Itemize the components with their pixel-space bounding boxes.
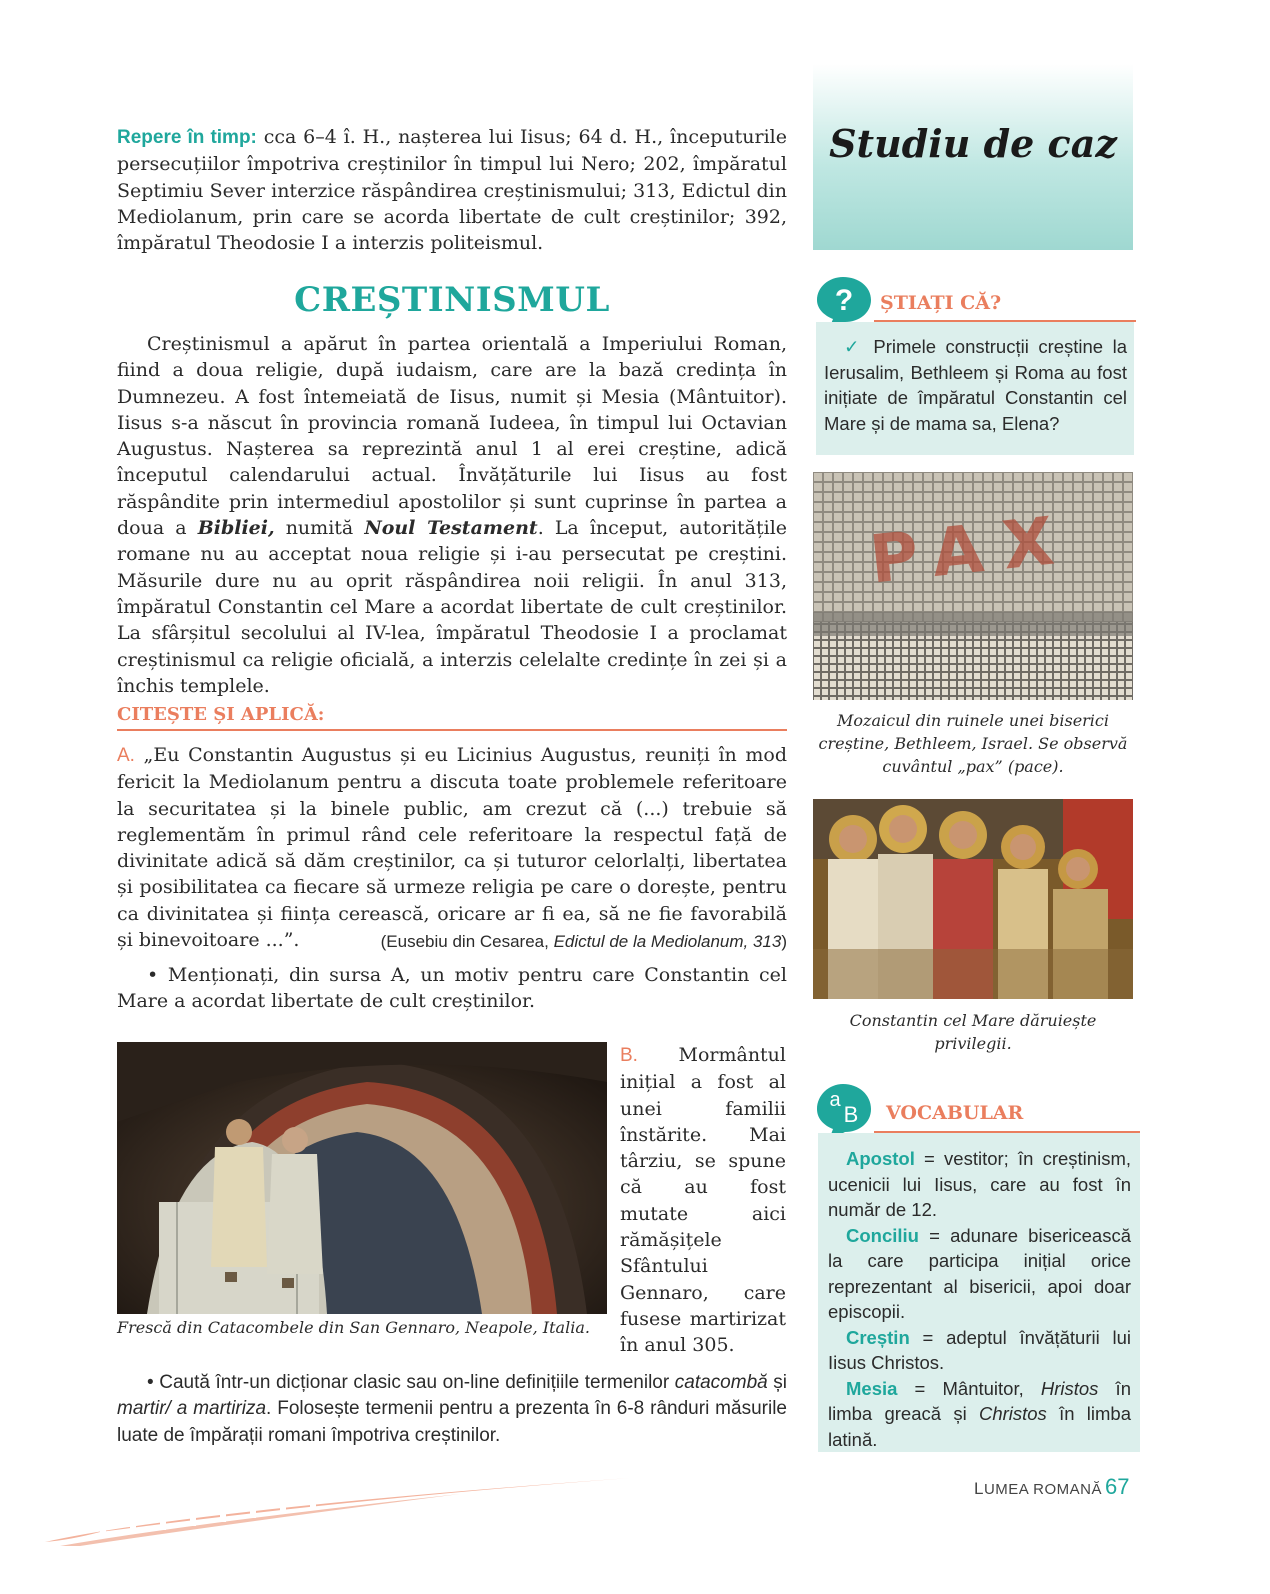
fresco-illustration: [117, 1042, 607, 1314]
source-a: [117, 742, 787, 953]
vocab-badge-b: B: [843, 1102, 859, 1127]
vocab-term: Conciliu: [846, 1224, 919, 1246]
intro-text-1: Creștinismul a apărut în partea orientală a Imperiului Roman, fiind a doua religie, după iudaism, care are la bază credința în Dumnezeu. A fost întemeiată de Iisus, numit și Mesia (Mântuitor). Iisus s-a născut în provincia romană Iudeea, în timpul lui Octavian Augustus. Nașterea sa reprezintă anul 1 al erei creștine, adică începutul calendarului actual. Învățăturile lui Iisus au fost răspândite prin intermediul apostolilor și sunt cuprinse în partea a doua a: [117, 333, 787, 540]
constantine-illustration: [813, 799, 1133, 999]
task-2-term-2: martir/ a martiriza: [117, 1398, 267, 1420]
vocabulary-list: [828, 1146, 1131, 1452]
footer-initial: L: [974, 1479, 984, 1498]
intro-text-3: . La început, autoritățile romane nu au acceptat noua religie și i-au persecutat pe creștini. Măsurile dure nu au oprit răspândirea noii religii. În anul 313, împăratul Constantin cel Mare a acordat libertate de cult creștinilor. La sfârșitul secolului al IV-lea, împăratul Theodosie I a proclamat creștinismul ca religie oficială, a interzis celelalte credințe în zei și a închis templele.: [117, 517, 788, 697]
mosaic-caption: Mozaicul din ruinele unei biserici creștine, Bethleem, Israel. Se observă cuvântul „pax” (pace).: [818, 711, 1128, 776]
vocab-term: Creștin: [846, 1326, 910, 1348]
footer-word-2: ROMANĂ: [1033, 1481, 1102, 1498]
vocab-entry: [828, 1146, 1131, 1223]
vocab-entry: [828, 1376, 1131, 1453]
task-2-pre: • Caută într-un dicționar clasic sau on-line definițiile termenilor: [147, 1372, 675, 1393]
page-number: 67: [1105, 1474, 1130, 1499]
citation-post: ): [781, 932, 787, 951]
vocab-badge-a: a: [829, 1089, 841, 1111]
constantine-mosaic-image: [813, 799, 1133, 999]
task-2: [117, 1370, 787, 1449]
vocab-definition: = vestitor; în creștinism, ucenicii lui Iisus, care au fost în număr de 12.: [828, 1148, 1131, 1220]
fresco-image: [117, 1042, 607, 1314]
source-a-text: „Eu Constantin Augustus și eu Licinius Augustus, reuniți în mod fericit la Mediolanum pentru a discuta toate problemele referitoare la securitatea și la binele public, am crezut că (...) trebuie să reglementăm în primul rând cele referitoare la respectul față de divinitate adică să dăm creștinilor, ca și tuturor celorlalți, libertatea și posibilitatea ca fiecare să urmeze religia pe care o dorește, pentru ca divinitatea și ființa cerească, oricare ar fi ea, să ne fie favorabilă și binevoitoare ...”.: [117, 744, 787, 952]
citation-title: Edictul de la Mediolanum, 313: [553, 932, 782, 951]
source-a-label: A.: [117, 745, 135, 766]
source-b-label: B.: [620, 1045, 638, 1066]
task-1: • Menționați, din sursa A, un motiv pentru care Constantin cel Mare a acordat libertate de cult creștinilor.: [117, 964, 787, 1013]
intro-bible: Bibliei,: [197, 517, 275, 540]
task-2-term-1: catacombă: [674, 1372, 768, 1393]
intro-paragraph: [117, 331, 787, 699]
vocab-definition: = Mântuitor,: [897, 1377, 1041, 1399]
vocab-term: Mesia: [846, 1377, 898, 1399]
source-b: [620, 1042, 786, 1359]
decorative-brush-stroke: [40, 1470, 640, 1550]
did-you-know-text: [824, 334, 1127, 436]
task-2-mid: și: [767, 1372, 788, 1393]
did-you-know-body: Primele construcții creștine la Ierusalim, Bethleem și Roma au fost inițiate de împăratul Constantin cel Mare și de mama sa, Elena?: [824, 336, 1127, 434]
source-a-citation: [117, 930, 787, 954]
did-you-know-heading: ȘTIAȚI CĂ?: [880, 292, 1002, 314]
time-markers-text: cca 6–4 î. H., nașterea lui Iisus; 64 d. H., începuturile persecuțiilor împotriva creștinilor în timpul lui Nero; 202, împăratul Septimiu Sever interzice răspândirea creștinismului; 313, Edictul din Mediolanum, prin care se acorda libertate de cult creștinilor; 392, împăratul Theodosie I a interzis politeismul.: [117, 126, 787, 255]
vocabulary-heading: VOCABULAR: [886, 1102, 1024, 1124]
check-icon: ✓: [844, 336, 864, 357]
vocab-definition: = adunare bisericească la care participa inițial orice reprezentant al bisericii, apoi doar episcopii.: [828, 1224, 1131, 1322]
citation-pre: (Eusebiu din Cesarea,: [380, 932, 554, 951]
read-apply-heading: CITEȘTE ȘI APLICĂ:: [117, 704, 787, 731]
intro-new-testament: Noul Testament: [364, 517, 538, 540]
mosaic-image: [813, 472, 1133, 700]
vocab-definition: în limba latină.: [828, 1403, 1131, 1450]
footer-word-1: UMEA: [983, 1481, 1034, 1498]
vocab-definition: = adeptul învățăturii lui Iisus Christos.: [828, 1326, 1131, 1373]
constantine-caption: Constantin cel Mare dăruiește privilegii.: [849, 1011, 1097, 1053]
time-markers-label: Repere în timp:: [117, 127, 257, 148]
intro-text-2: numită: [274, 517, 365, 540]
vocab-entry: [828, 1223, 1131, 1325]
task-2-post: . Folosește termenii pentru a prezenta în 6-8 rânduri măsurile luate de împărații romani împotriva creștinilor.: [117, 1398, 787, 1446]
vocab-entry: [828, 1325, 1131, 1376]
question-mark: ?: [834, 284, 854, 317]
vocab-definition-italic: Hristos: [1040, 1377, 1099, 1399]
time-markers: [117, 124, 787, 256]
mosaic-illustration: [813, 472, 1133, 700]
vocab-definition: în limba greacă și: [828, 1377, 1131, 1424]
footer-chapter-label: [974, 1479, 1102, 1499]
page-title: CREȘTINISMUL: [294, 280, 610, 320]
vocab-term: Apostol: [846, 1148, 915, 1169]
vocab-definition-italic: Christos: [978, 1403, 1047, 1424]
fresco-caption: Frescă din Catacombele din San Gennaro, Neapole, Italia.: [117, 1318, 590, 1337]
case-study-title: Studiu de caz: [829, 121, 1117, 166]
mosaic-word: PAX: [866, 500, 1078, 599]
source-b-text: Mormântul inițial a fost al unei familii înstărite. Mai târziu, se spune că au fost mutate aici rămășițele Sfântului Gennaro, care fusese martirizat în anul 305.: [620, 1044, 786, 1357]
